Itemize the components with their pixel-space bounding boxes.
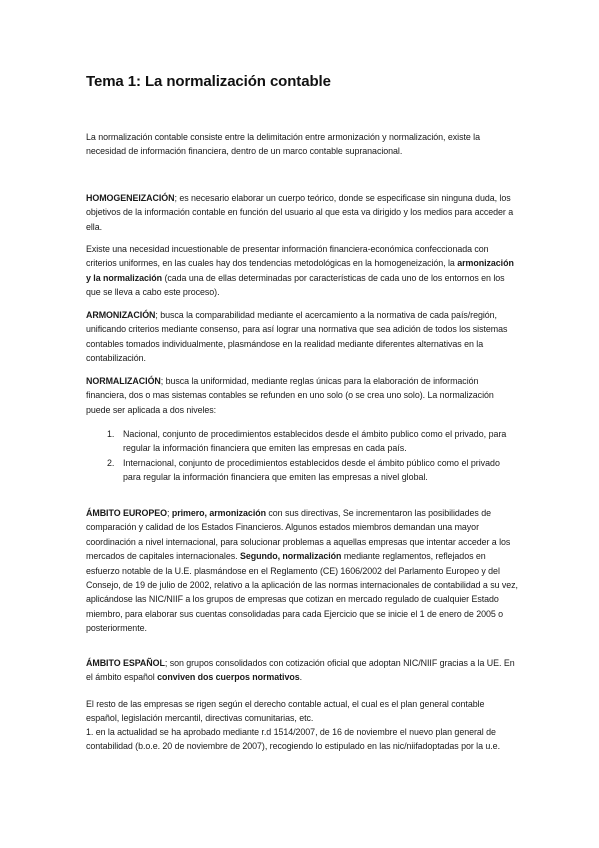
niveles-list [86, 427, 518, 485]
existe-paragraph [86, 242, 518, 300]
list-text: Internacional, conjunto de procedimientos establecidos desde el ámbito público como el privado para regular la información financiera que emiten las empresas a nivel global. [123, 457, 500, 483]
homogeneizacion-text: ; es necesario elaborar un cuerpo teórico, donde se especificase sin ninguna duda, los objetivos de la información contable en función del usuario al que esta va dirigido y los medios para acceder a ella. [86, 193, 514, 232]
intro-paragraph: La normalización contable consiste entre la delimitación entre armonización y normalización, existe la necesidad de información financiera, dentro de un marco contable supranacional. [86, 132, 480, 157]
list-number: 2. [107, 457, 115, 468]
list-text: Nacional, conjunto de procedimientos establecidos desde el ámbito publico como el privado, para regular la información financiera que emiten las empresas en cada país. [123, 429, 507, 454]
homogeneizacion-term: HOMOGENEIZACIÓN [86, 193, 175, 203]
normalizacion-text: ; busca la uniformidad, mediante reglas únicas para la elaboración de información financiera, dos o mas sistemas contables se refunden en uno solo (o se crea uno solo). La normalización puede ser aplicada a dos niveles: [86, 376, 494, 415]
espanol-bold: conviven dos cuerpos normativos [157, 672, 300, 683]
europeo-sep: ; [167, 508, 172, 518]
armonizacion-paragraph [86, 308, 518, 366]
espanol-text-2: . [299, 672, 303, 683]
armonizacion-term: ARMONIZACIÓN [86, 310, 156, 320]
espanol-term: ÁMBITO ESPAÑOL [86, 658, 165, 668]
normalizacion-term: NORMALIZACIÓN [86, 376, 161, 386]
europeo-paragraph [86, 506, 518, 636]
europeo-text-2: mediante reglamentos, reflejados en esfuerzo notable de la U.E. plasmándose en el Reglamento (CE) 1606/2002 del Parlamento Europeo y del Consejo, de 19 de julio de 2002, relativo a la aplicación de las normas internacionales de contabilidad a su vez, aplicándose las NIC/NIIF a los grupos de empresas que cotizan en mercado regulado de cualquier Estado miembro, para elaborar sus cuentas consolidadas para cada Ejercicio que se inicie el 1 de enero de 2005 o posteriormente. [86, 551, 518, 634]
list-number: 1. [107, 429, 115, 439]
espanol-paragraph [86, 656, 518, 685]
existe-bold: armonización y la normalización [86, 258, 514, 283]
page-title: Tema 1: La normalización contable [86, 73, 331, 90]
europeo-term: ÁMBITO EUROPEO [86, 508, 167, 518]
list-item [86, 427, 518, 456]
nota-paragraph: 1. en la actualidad se ha aprobado mediante r.d 1514/2007, de 16 de noviembre el nuevo plan general de contabilidad (b.o.e. 20 de noviembre de 2007), recogiendo lo estipulado en las nic/niifadoptadas por la u.e. [86, 727, 500, 752]
europeo-bold-2: Segundo, normalización [239, 551, 342, 562]
existe-text-2: (cada una de ellas determinadas por características de cada uno de los entornos en los que se lleva a cabo este proceso). [86, 272, 505, 298]
list-item [86, 456, 518, 485]
europeo-bold-1: primero, armonización [171, 508, 266, 518]
existe-text-1: Existe una necesidad incuestionable de presentar información financiera-económica confeccionada con criterios uniformes, en las cuales hay dos tendencias metodológicas en la homogeneización, la [86, 244, 489, 269]
espanol-text-1: ; son grupos consolidados con cotización oficial que adoptan NIC/NIIF gracias a la UE. En el ámbito español [86, 658, 515, 683]
resto-paragraph: El resto de las empresas se rigen según el derecho contable actual, el cual es el plan general contable español, legislación mercantil, directivas comunitarias, etc. [86, 699, 485, 724]
homogeneizacion-paragraph [86, 191, 518, 234]
europeo-text-1: con sus directivas, Se incrementaron las posibilidades de comparación y calidad de los Estados Financieros. Algunos estados miembros demandan una mayor coordinación a nivel internacional, para solucionar problemas a aquellas empresas que intentar acceder a los mercados de capitales internacionales. [86, 508, 511, 562]
normalizacion-paragraph [86, 374, 518, 417]
armonizacion-text: ; busca la comparabilidad mediante el acercamiento a la normativa de cada país/región, unificando criterios mediante consenso, para así lograr una normativa que sea adición de todos los sistemas contables tomados individualmente, plasmándose en la realidad mediante diferentes alternativas en la contabilización. [86, 310, 508, 364]
